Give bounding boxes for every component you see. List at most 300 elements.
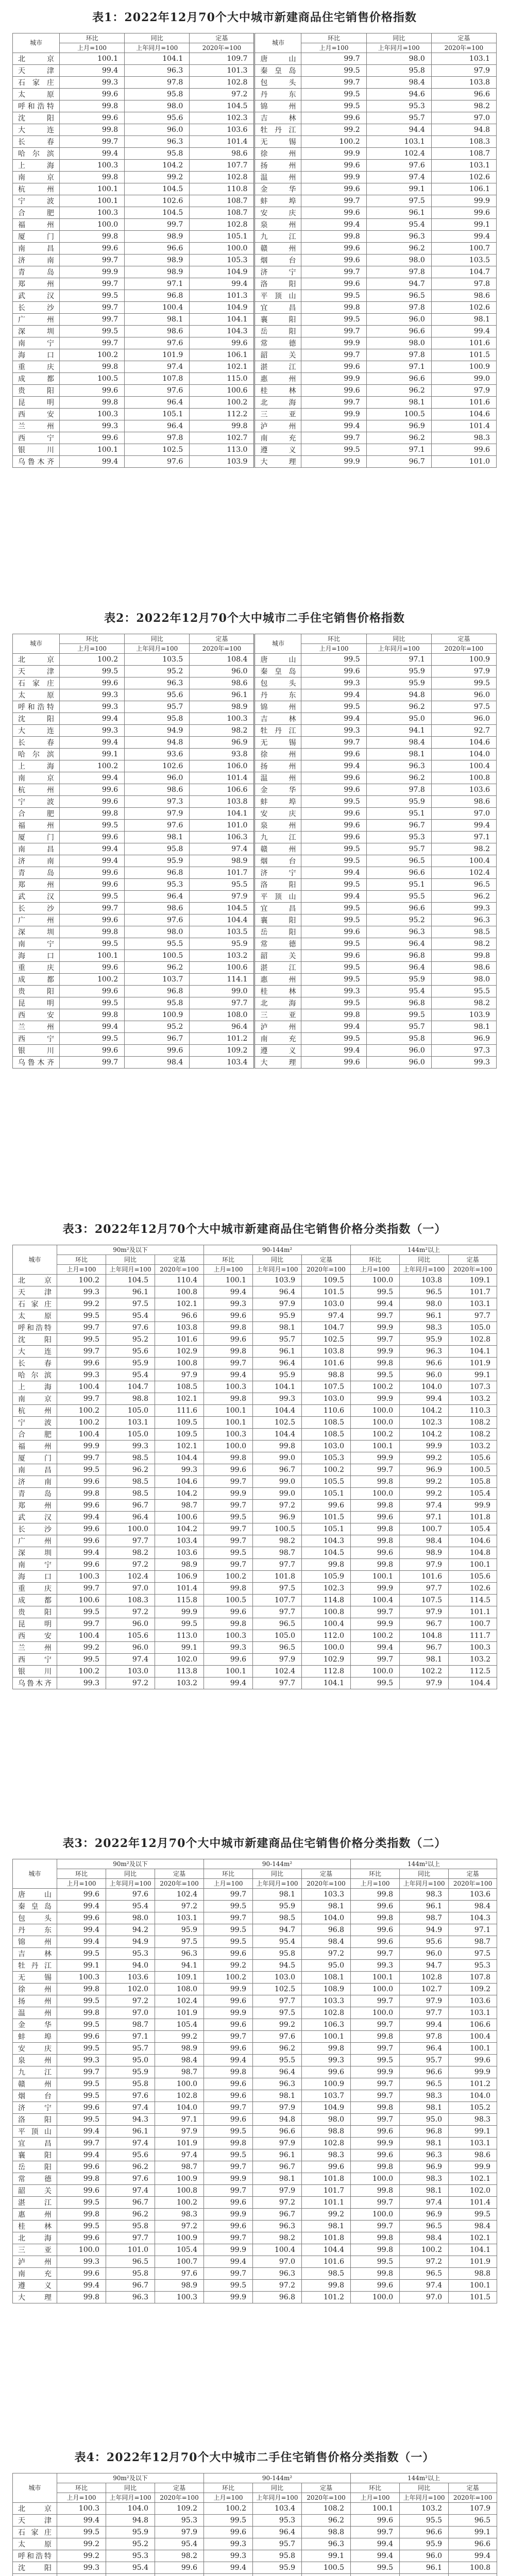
index-value: 100.5	[366, 409, 431, 420]
index-value: 100.1	[449, 2043, 497, 2055]
index-value: 99.6	[431, 207, 496, 219]
index-value: 108.2	[449, 1429, 497, 1440]
index-value: 100.0	[155, 2078, 204, 2090]
index-value: 100.4	[57, 1630, 106, 1642]
index-value: 109.5	[155, 1417, 204, 1429]
index-value: 96.2	[366, 432, 431, 444]
index-value: 96.5	[400, 1286, 449, 1298]
index-value: 98.1	[302, 1901, 351, 1912]
table-row	[13, 666, 497, 677]
index-value: 96.4	[253, 2066, 302, 2078]
index-value: 99.0	[253, 1452, 302, 1464]
index-value: 99.6	[302, 2161, 351, 2173]
index-value: 101.9	[155, 2007, 204, 2019]
index-value: 96.6	[366, 373, 431, 385]
index-value: 97.5	[106, 1298, 155, 1310]
index-value: 100.1	[351, 2503, 400, 2515]
index-value	[57, 2574, 106, 2576]
index-value: 99.5	[351, 2256, 400, 2268]
table-row	[13, 195, 497, 207]
index-value: 94.4	[366, 124, 431, 136]
index-value: 110.6	[302, 1405, 351, 1417]
data-table	[12, 1245, 497, 1689]
index-value: 106.9	[155, 1571, 204, 1583]
index-value: 99.7	[57, 2138, 106, 2149]
area-column-header: 144m²以上	[351, 1859, 497, 1869]
city-name: 湛 江	[13, 2197, 57, 2209]
index-value: 99.8	[204, 1618, 253, 1630]
index-value: 98.8	[302, 2527, 351, 2538]
index-value: 96.1	[253, 2149, 302, 2161]
group-column-header: 环比	[351, 1869, 400, 1879]
index-value: 103.5	[125, 654, 190, 666]
city-name: 惠 州	[254, 974, 301, 986]
table-row	[13, 950, 497, 962]
index-value: 96.1	[366, 207, 431, 219]
index-value: 101.7	[190, 867, 254, 879]
index-value: 98.2	[253, 2232, 302, 2244]
index-value: 99.7	[204, 2102, 253, 2114]
index-value: 99.6	[301, 820, 366, 832]
index-value: 104.9	[190, 302, 254, 314]
index-value: 97.6	[106, 1322, 155, 1334]
index-value	[449, 2574, 497, 2576]
index-value: 99.7	[57, 1618, 106, 1630]
group-column-header: 定基	[155, 2483, 204, 2493]
city-name: 扬 州	[254, 160, 301, 172]
index-value: 100.2	[60, 974, 125, 986]
table-row	[13, 136, 497, 148]
index-value: 101.5	[431, 349, 496, 361]
city-name: 洛 阳	[254, 879, 301, 891]
index-value: 98.2	[190, 725, 254, 737]
table-row	[13, 1476, 497, 1488]
index-value: 100.0	[351, 1275, 400, 1286]
group-column-header: 定基	[190, 634, 254, 644]
index-value: 96.1	[253, 1346, 302, 1358]
city-name: 岳 阳	[254, 326, 301, 337]
index-value: 99.6	[60, 89, 125, 100]
index-value: 97.5	[155, 1936, 204, 1948]
index-value: 103.0	[302, 1440, 351, 1452]
city-name: 洛 阳	[13, 2114, 57, 2126]
index-value: 99.5	[301, 89, 366, 100]
city-name: 扬 州	[254, 760, 301, 772]
index-value: 99.4	[60, 843, 125, 855]
table-row	[13, 1960, 497, 1972]
city-name: 秦皇岛	[254, 666, 301, 677]
index-value: 100.2	[204, 1972, 253, 1984]
index-value: 96.4	[253, 1358, 302, 1369]
index-value: 99.7	[351, 2019, 400, 2031]
city-name: 石家庄	[13, 2527, 57, 2538]
city-name: 深 圳	[13, 1547, 57, 1559]
city-name: 上 海	[13, 160, 60, 172]
index-value: 95.9	[155, 1924, 204, 1936]
table-row	[13, 1045, 497, 1057]
sub-column-header: 上月=100	[60, 644, 125, 654]
index-value: 96.1	[106, 2126, 155, 2138]
table-row	[13, 65, 497, 77]
group-column-header: 定基	[449, 1255, 497, 1265]
index-value: 96.3	[400, 1346, 449, 1358]
index-value: 96.2	[106, 2161, 155, 2173]
table-row	[13, 1009, 497, 1021]
index-value: 103.5	[190, 926, 254, 938]
index-value: 99.4	[301, 713, 366, 725]
index-value: 99.9	[301, 373, 366, 385]
city-name: 南 昌	[13, 243, 60, 255]
table-row	[13, 796, 497, 808]
index-value: 100.1	[60, 195, 125, 207]
index-value: 98.5	[253, 1912, 302, 1924]
index-value: 99.2	[302, 2209, 351, 2221]
city-name: 厦 门	[13, 1452, 57, 1464]
index-value: 99.3	[301, 986, 366, 997]
index-value: 99.7	[60, 314, 125, 326]
index-value: 99.8	[60, 100, 125, 112]
index-value: 99.5	[351, 1677, 400, 1689]
index-value: 99.6	[449, 2055, 497, 2066]
city-name: 泉 州	[13, 2055, 57, 2066]
index-value: 99.7	[204, 1912, 253, 1924]
index-value: 98.1	[366, 397, 431, 409]
city-name: 宁 波	[13, 1417, 57, 1429]
index-value: 104.2	[155, 1523, 204, 1535]
index-value: 95.9	[253, 1310, 302, 1322]
city-column-header: 城市	[13, 2473, 57, 2503]
city-name: 襄 阳	[13, 2149, 57, 2161]
index-value: 95.4	[366, 219, 431, 231]
index-value: 97.4	[106, 2102, 155, 2114]
index-value: 99.7	[204, 2185, 253, 2197]
table-row	[13, 1381, 497, 1393]
index-value: 101.2	[190, 1033, 254, 1045]
index-value: 99.9	[204, 2244, 253, 2256]
table-row	[13, 689, 497, 701]
index-value: 101.6	[400, 1571, 449, 1583]
table-row	[13, 2114, 497, 2126]
header-row	[13, 634, 497, 644]
index-value: 100.1	[302, 2031, 351, 2043]
index-value: 96.6	[449, 2538, 497, 2550]
index-value: 95.8	[253, 1948, 302, 1960]
index-value: 99.6	[57, 1559, 106, 1571]
index-value: 97.6	[366, 160, 431, 172]
index-value: 112.5	[449, 1666, 497, 1677]
header-row	[13, 2493, 497, 2503]
index-value: 97.8	[366, 784, 431, 796]
index-value: 104.5	[125, 207, 190, 219]
index-value: 99.8	[204, 1452, 253, 1464]
index-value: 98.9	[155, 2280, 204, 2292]
index-value: 105.4	[155, 2019, 204, 2031]
city-name: 海 口	[13, 950, 60, 962]
index-value: 109.2	[190, 1045, 254, 1057]
index-value: 102.8	[190, 172, 254, 183]
city-name: 唐 山	[13, 1889, 57, 1901]
table-row	[13, 737, 497, 749]
group-column-header: 定基	[155, 1869, 204, 1879]
index-value: 94.8	[253, 2114, 302, 2126]
table-row	[13, 2055, 497, 2066]
city-name: 牡丹江	[254, 725, 301, 737]
index-value: 98.0	[125, 100, 190, 112]
index-value: 95.9	[366, 677, 431, 689]
index-value: 97.9	[431, 385, 496, 397]
index-value: 98.1	[125, 832, 190, 843]
table-row	[13, 1972, 497, 1984]
index-value: 104.5	[190, 903, 254, 914]
table-header	[13, 33, 497, 53]
index-value: 96.0	[366, 1057, 431, 1069]
index-value: 99.2	[253, 2019, 302, 2031]
index-value: 99.7	[301, 53, 366, 65]
city-name: 烟 台	[13, 2090, 57, 2102]
index-value: 98.6	[125, 784, 190, 796]
index-value: 99.0	[253, 1476, 302, 1488]
city-name: 海 口	[13, 1571, 57, 1583]
index-value: 99.6	[57, 1535, 106, 1547]
index-value: 99.5	[301, 444, 366, 456]
city-name: 沈 阳	[13, 1334, 57, 1346]
index-value: 108.4	[190, 654, 254, 666]
index-value: 100.0	[351, 1405, 400, 1417]
index-value: 95.9	[400, 1334, 449, 1346]
index-value: 99.0	[253, 1488, 302, 1500]
index-value: 99.4	[351, 1642, 400, 1654]
index-value: 100.4	[431, 760, 496, 772]
table-row	[13, 1346, 497, 1358]
index-value: 96.0	[400, 1948, 449, 1960]
index-value: 99.8	[351, 1889, 400, 1901]
index-value: 100.0	[60, 219, 125, 231]
index-value: 100.2	[351, 1429, 400, 1440]
city-name: 秦皇岛	[13, 1901, 57, 1912]
index-value: 97.8	[366, 302, 431, 314]
index-value: 97.0	[400, 2292, 449, 2303]
index-value: 100.1	[204, 1405, 253, 1417]
index-value: 94.9	[125, 725, 190, 737]
index-value: 100.5	[302, 2562, 351, 2574]
sub-column-header: 2020年=100	[155, 1879, 204, 1889]
table-row	[13, 855, 497, 867]
index-value: 104.0	[431, 749, 496, 760]
index-value: 99.7	[301, 326, 366, 337]
index-value: 98.1	[302, 2221, 351, 2232]
index-value: 104.6	[449, 1535, 497, 1547]
index-value: 99.4	[204, 1286, 253, 1298]
index-value: 104.0	[400, 1381, 449, 1393]
index-value: 96.7	[366, 820, 431, 832]
index-value: 99.3	[301, 725, 366, 737]
index-value: 100.2	[351, 1381, 400, 1393]
index-value: 108.2	[302, 2503, 351, 2515]
index-value: 98.5	[106, 1452, 155, 1464]
table-row	[13, 207, 497, 219]
index-value: 96.6	[400, 2066, 449, 2078]
city-name: 韶 关	[13, 2185, 57, 2197]
index-value: 103.8	[302, 1346, 351, 1358]
city-name: 蚌 埠	[13, 2031, 57, 2043]
index-value: 94.8	[366, 689, 431, 701]
index-value: 97.7	[106, 1535, 155, 1547]
index-value: 100.3	[57, 2503, 106, 2515]
index-value: 99.1	[449, 1369, 497, 1381]
index-value: 96.3	[106, 2292, 155, 2303]
index-value: 99.7	[204, 1535, 253, 1547]
index-value: 96.4	[400, 2043, 449, 2055]
index-value: 98.3	[449, 2114, 497, 2126]
index-value: 97.3	[431, 1045, 496, 1057]
index-value: 97.4	[106, 2138, 155, 2149]
index-value: 104.4	[190, 914, 254, 926]
city-name: 福 州	[13, 820, 60, 832]
index-value: 98.2	[431, 938, 496, 950]
index-value: 96.7	[106, 2280, 155, 2292]
index-value: 105.0	[449, 1322, 497, 1334]
index-value: 100.9	[155, 2232, 204, 2244]
index-value: 100.2	[60, 654, 125, 666]
index-value: 94.9	[106, 1936, 155, 1948]
index-value: 96.0	[190, 666, 254, 677]
group-column-header: 环比	[301, 634, 366, 644]
index-value: 99.7	[351, 1948, 400, 1960]
city-name: 丹 东	[254, 89, 301, 100]
index-value: 95.6	[125, 689, 190, 701]
index-value: 102.4	[366, 148, 431, 160]
index-value: 96.2	[366, 385, 431, 397]
index-value: 99.4	[57, 1512, 106, 1523]
index-value: 98.8	[302, 2126, 351, 2138]
group-column-header: 环比	[57, 1255, 106, 1265]
city-name: 青 岛	[13, 1488, 57, 1500]
sub-column-header: 2020年=100	[302, 1265, 351, 1275]
table-row	[13, 879, 497, 891]
index-value: 104.5	[302, 1547, 351, 1559]
index-value: 99.6	[301, 784, 366, 796]
index-value: 103.6	[106, 1972, 155, 1984]
city-name: 蚌 埠	[254, 796, 301, 808]
table-row	[13, 420, 497, 432]
index-value: 99.7	[60, 903, 125, 914]
index-value: 105.0	[106, 1405, 155, 1417]
index-value: 101.4	[190, 772, 254, 784]
index-value: 99.5	[301, 855, 366, 867]
index-value: 103.5	[431, 255, 496, 266]
index-value	[253, 2574, 302, 2576]
group-column-header: 环比	[60, 33, 125, 43]
index-value: 102.4	[253, 1666, 302, 1677]
index-value: 104.1	[302, 1677, 351, 1689]
index-value: 98.7	[449, 1936, 497, 1948]
index-value: 101.4	[431, 420, 496, 432]
index-value: 100.6	[57, 1595, 106, 1606]
index-value: 99.8	[60, 172, 125, 183]
sub-column-header: 上年同月=100	[125, 43, 190, 53]
city-name: 常 德	[254, 337, 301, 349]
index-value: 107.8	[125, 373, 190, 385]
header-row	[13, 1255, 497, 1265]
index-value: 99.7	[57, 1452, 106, 1464]
index-value: 99.6	[301, 772, 366, 784]
index-value: 95.0	[302, 1960, 351, 1972]
index-value: 99.3	[57, 2256, 106, 2268]
table-row	[13, 832, 497, 843]
city-name: 济 南	[13, 255, 60, 266]
table-row	[13, 266, 497, 278]
table-row	[13, 2078, 497, 2090]
index-value: 97.5	[253, 1583, 302, 1595]
index-value: 111.7	[449, 1630, 497, 1642]
index-value: 107.5	[302, 1381, 351, 1393]
index-value: 99.4	[301, 1045, 366, 1057]
group-column-header: 定基	[431, 33, 496, 43]
city-name: 温 州	[254, 772, 301, 784]
index-value: 97.1	[106, 2031, 155, 2043]
index-value: 98.5	[431, 926, 496, 938]
index-value: 101.6	[431, 397, 496, 409]
index-value: 110.8	[190, 183, 254, 195]
table-row	[13, 77, 497, 89]
index-value: 98.0	[400, 1298, 449, 1310]
index-value: 96.5	[400, 2268, 449, 2280]
table-row	[13, 2102, 497, 2114]
index-value: 99.9	[351, 1393, 400, 1405]
index-value: 98.0	[302, 2114, 351, 2126]
index-value: 99.7	[57, 2066, 106, 2078]
index-value: 100.8	[155, 1286, 204, 1298]
city-name: 乌鲁木齐	[13, 456, 60, 468]
index-value: 99.7	[204, 1523, 253, 1535]
index-value: 100.3	[57, 1571, 106, 1583]
index-value: 95.1	[366, 879, 431, 891]
table-row	[13, 997, 497, 1009]
city-name: 厦 门	[13, 231, 60, 243]
table-row	[13, 1630, 497, 1642]
index-value: 97.7	[253, 1995, 302, 2007]
index-value: 100.0	[204, 1440, 253, 1452]
index-value: 96.2	[125, 962, 190, 974]
table-section	[0, 2442, 509, 2576]
city-name: 泉 州	[254, 820, 301, 832]
index-value: 99.8	[351, 1535, 400, 1547]
table-row	[13, 1547, 497, 1559]
city-name: 成 都	[13, 373, 60, 385]
index-value: 105.8	[449, 1476, 497, 1488]
city-name: 遵 义	[13, 2280, 57, 2292]
index-value: 99.7	[57, 1393, 106, 1405]
index-value: 95.4	[106, 2562, 155, 2574]
index-value: 98.9	[125, 266, 190, 278]
index-value: 95.8	[366, 1033, 431, 1045]
index-value: 96.6	[366, 903, 431, 914]
city-name: 石家庄	[13, 677, 60, 689]
index-value: 104.6	[431, 737, 496, 749]
area-column-header: 90-144m²	[204, 1245, 351, 1255]
city-name: 天 津	[13, 65, 60, 77]
index-value: 95.4	[106, 1901, 155, 1912]
city-name: 太 原	[13, 1310, 57, 1322]
index-value: 99.7	[351, 2078, 400, 2090]
city-name: 襄 阳	[254, 914, 301, 926]
index-value: 112.8	[302, 1666, 351, 1677]
index-value: 103.1	[449, 2007, 497, 2019]
city-name: 泸 州	[13, 2256, 57, 2268]
index-value: 96.3	[366, 231, 431, 243]
index-value: 105.1	[190, 231, 254, 243]
city-name: 遵 义	[254, 444, 301, 456]
